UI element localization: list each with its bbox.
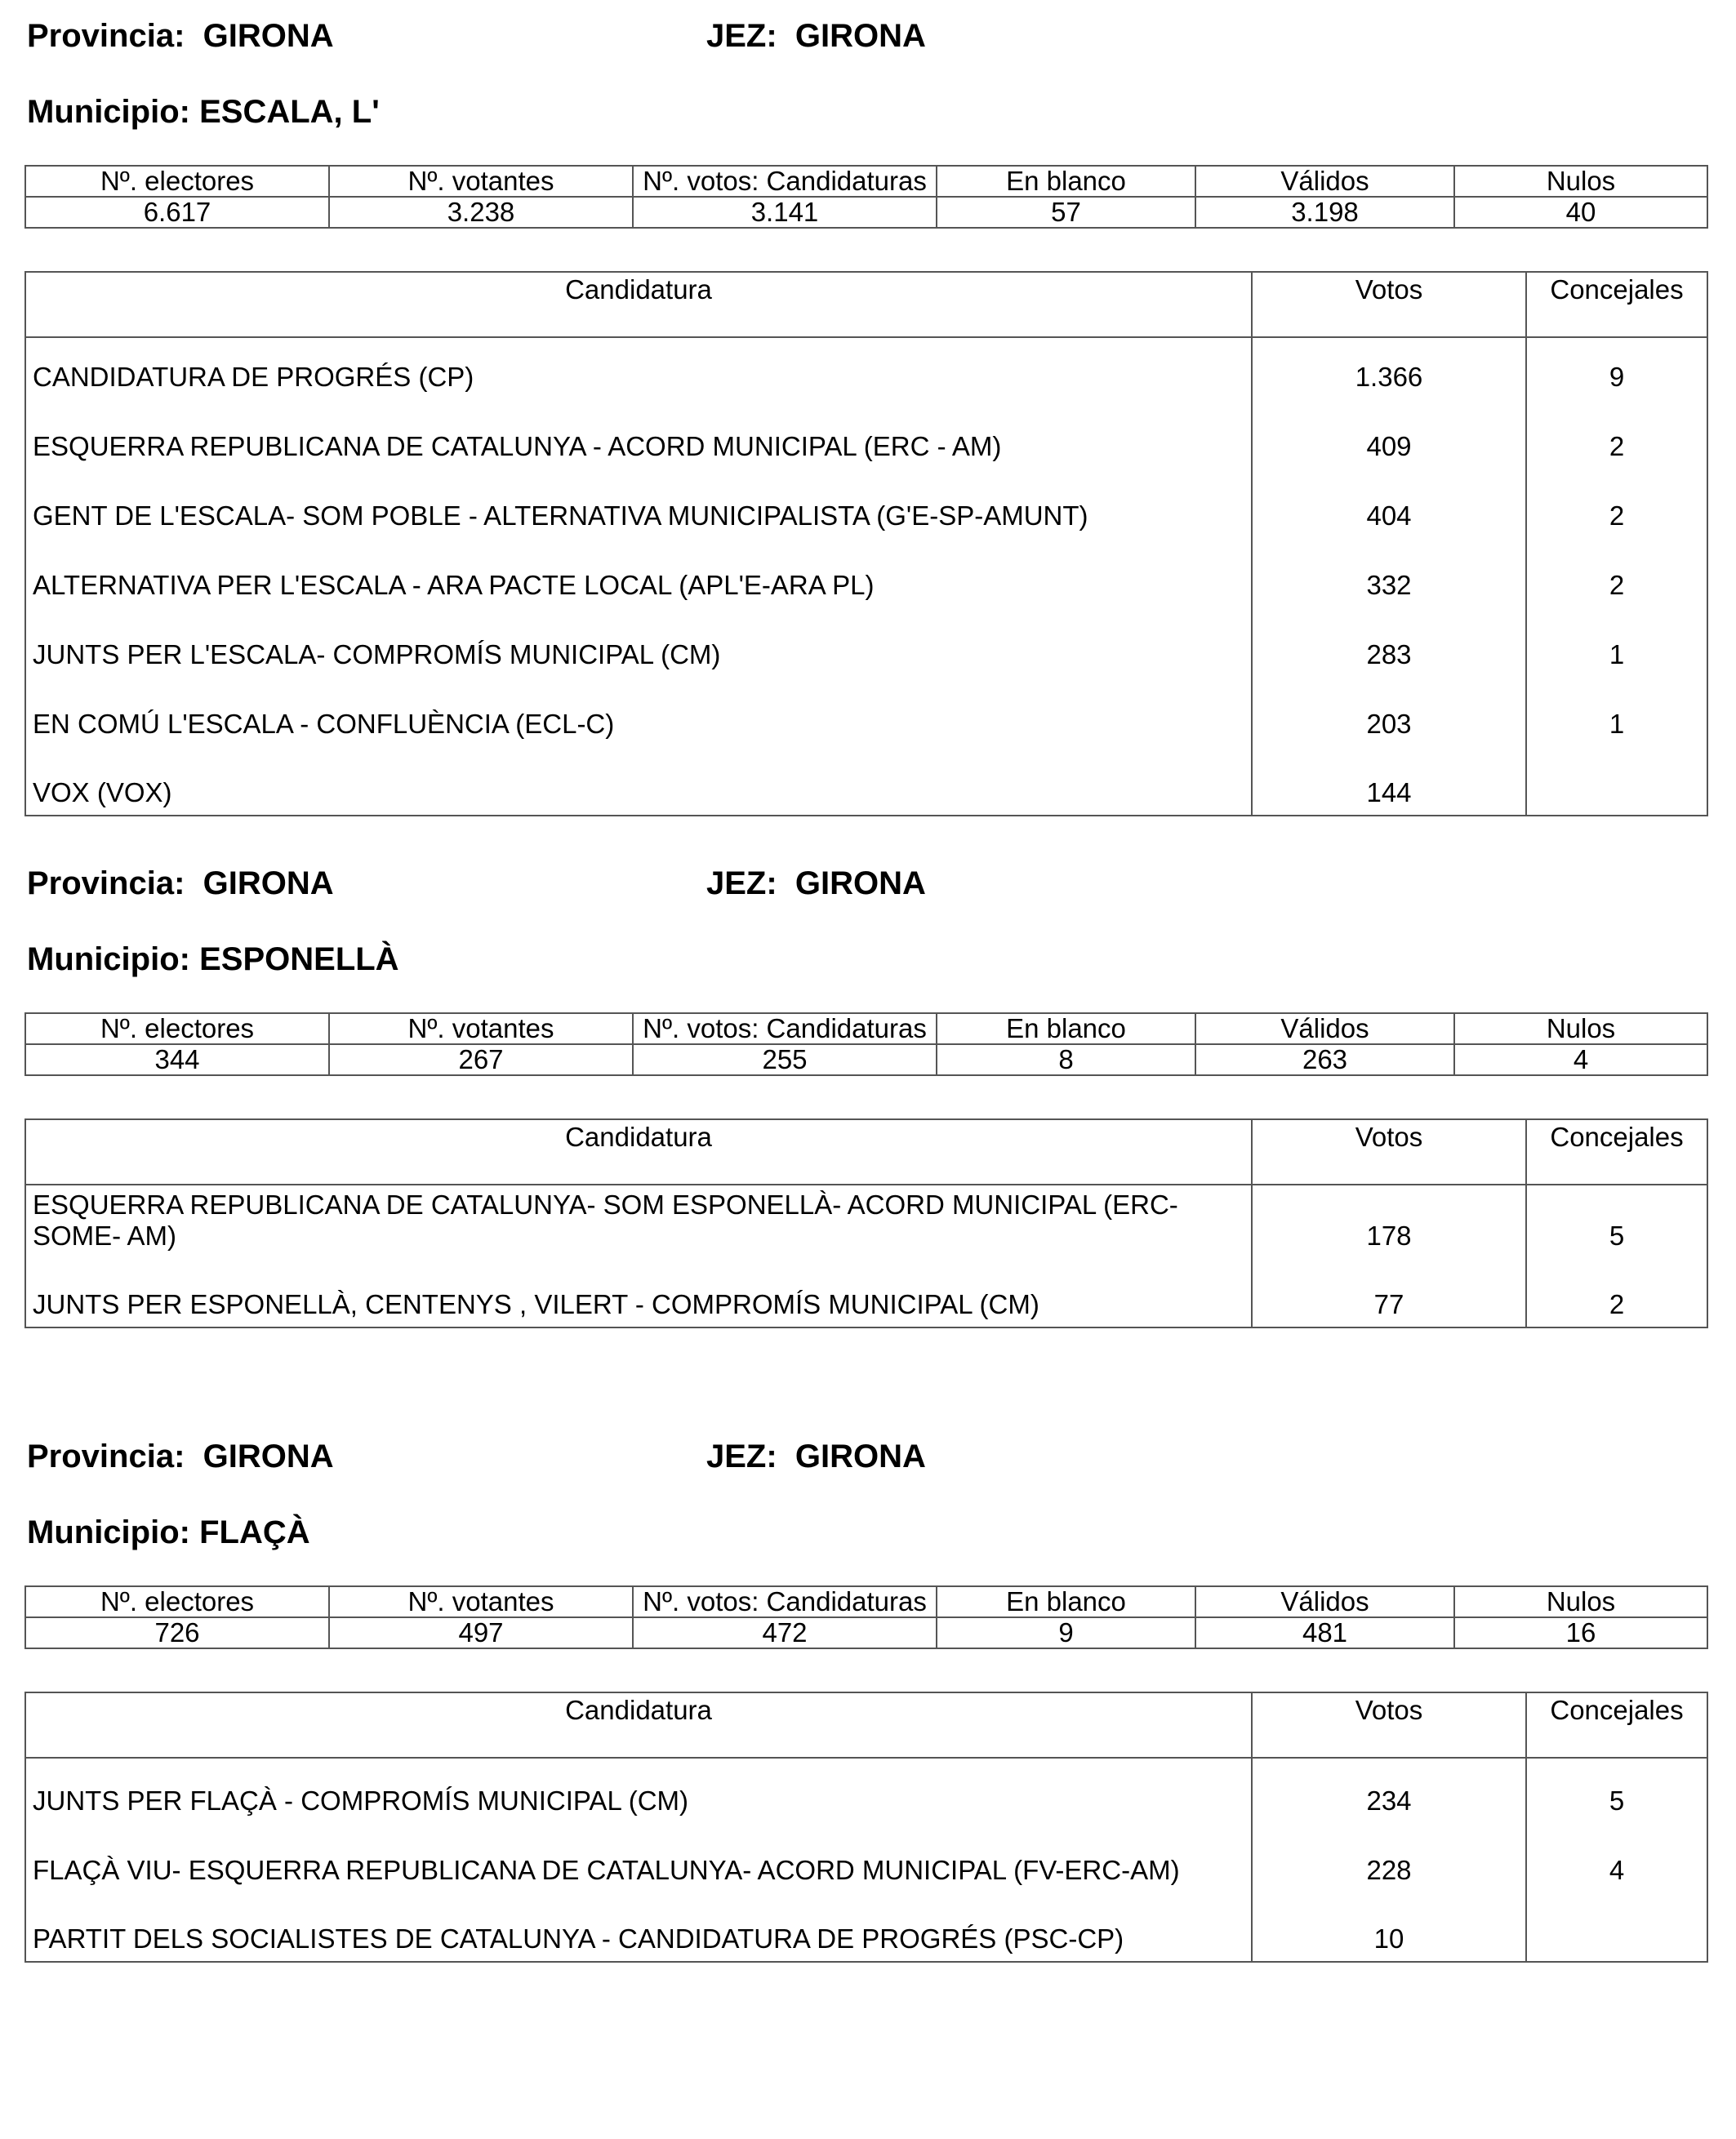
table-row: JUNTS PER ESPONELLÀ, CENTENYS , VILERT - COMPROMÍS MUNICIPAL (CM) 77 2	[25, 1258, 1707, 1327]
stats-values-row: 6.617 3.238 3.141 57 3.198 40	[25, 197, 1707, 228]
jez-value: GIRONA	[795, 865, 926, 901]
candidaturas-table	[24, 1118, 1708, 1328]
provincia-line: Provincia: GIRONA	[27, 18, 334, 54]
section-flaca	[24, 1439, 1708, 1954]
section-header	[24, 1439, 1708, 1488]
municipio-value: FLAÇÀ	[199, 1514, 310, 1550]
section-header	[24, 865, 1708, 914]
section-escala	[24, 18, 1708, 807]
stats-header-row: Nº. electores Nº. votantes Nº. votos: Candidaturas En blanco Válidos Nulos	[25, 1013, 1707, 1044]
stats-table	[24, 165, 1708, 229]
jez-value: GIRONA	[795, 1439, 926, 1474]
provincia-value: GIRONA	[203, 865, 334, 901]
stats-header-row: Nº. electores Nº. votantes Nº. votos: Candidaturas En blanco Válidos Nulos	[25, 1586, 1707, 1617]
table-row: EN COMÚ L'ESCALA - CONFLUÈNCIA (ECL-C) 203 1	[25, 677, 1707, 746]
municipio-line: Municipio: ESPONELLÀ	[27, 941, 399, 977]
table-row: ESQUERRA REPUBLICANA DE CATALUNYA - ACORD MUNICIPAL (ERC - AM) 409 2	[25, 399, 1707, 469]
section-header	[24, 18, 1708, 67]
stats-header-row: Nº. electores Nº. votantes Nº. votos: Candidaturas En blanco Válidos Nulos	[25, 166, 1707, 197]
cand-header-row: Candidatura Votos Concejales	[25, 1119, 1707, 1185]
stats-values-row: 726 497 472 9 481 16	[25, 1617, 1707, 1648]
jez-line: JEZ: GIRONA	[706, 1439, 926, 1474]
table-row: FLAÇÀ VIU- ESQUERRA REPUBLICANA DE CATALUNYA- ACORD MUNICIPAL (FV-ERC-AM) 228 4	[25, 1823, 1707, 1892]
provincia-line: Provincia: GIRONA	[27, 865, 334, 901]
stats-table	[24, 1585, 1708, 1649]
candidaturas-table	[24, 271, 1708, 816]
provincia-line: Provincia: GIRONA	[27, 1439, 334, 1474]
municipio-line: Municipio: ESCALA, L'	[27, 94, 380, 130]
candidaturas-table	[24, 1692, 1708, 1963]
cand-header-row: Candidatura Votos Concejales	[25, 272, 1707, 337]
jez-line: JEZ: GIRONA	[706, 865, 926, 901]
provincia-value: GIRONA	[203, 1439, 334, 1474]
table-row: VOX (VOX) 144	[25, 746, 1707, 816]
stats-table	[24, 1012, 1708, 1076]
table-row: PARTIT DELS SOCIALISTES DE CATALUNYA - CANDIDATURA DE PROGRÉS (PSC-CP) 10	[25, 1892, 1707, 1962]
section-esponella	[24, 865, 1708, 1319]
table-row: JUNTS PER L'ESCALA- COMPROMÍS MUNICIPAL (CM) 283 1	[25, 607, 1707, 677]
municipio-value: ESPONELLÀ	[199, 941, 399, 977]
jez-value: GIRONA	[795, 18, 926, 54]
table-row: GENT DE L'ESCALA- SOM POBLE - ALTERNATIVA MUNICIPALISTA (G'E-SP-AMUNT) 404 2	[25, 469, 1707, 538]
table-row: ESQUERRA REPUBLICANA DE CATALUNYA- SOM ESPONELLÀ- ACORD MUNICIPAL (ERC- SOME- AM) 178 5	[25, 1185, 1707, 1258]
table-row: ALTERNATIVA PER L'ESCALA - ARA PACTE LOCAL (APL'E-ARA PL) 332 2	[25, 538, 1707, 607]
municipio-value: ESCALA, L'	[199, 94, 380, 130]
table-row: JUNTS PER FLAÇÀ - COMPROMÍS MUNICIPAL (CM) 234 5	[25, 1758, 1707, 1823]
stats-values-row: 344 267 255 8 263 4	[25, 1044, 1707, 1075]
table-row: CANDIDATURA DE PROGRÉS (CP) 1.366 9	[25, 337, 1707, 399]
cand-header-row: Candidatura Votos Concejales	[25, 1692, 1707, 1758]
provincia-value: GIRONA	[203, 18, 334, 54]
jez-line: JEZ: GIRONA	[706, 18, 926, 54]
municipio-line: Municipio: FLAÇÀ	[27, 1514, 310, 1550]
